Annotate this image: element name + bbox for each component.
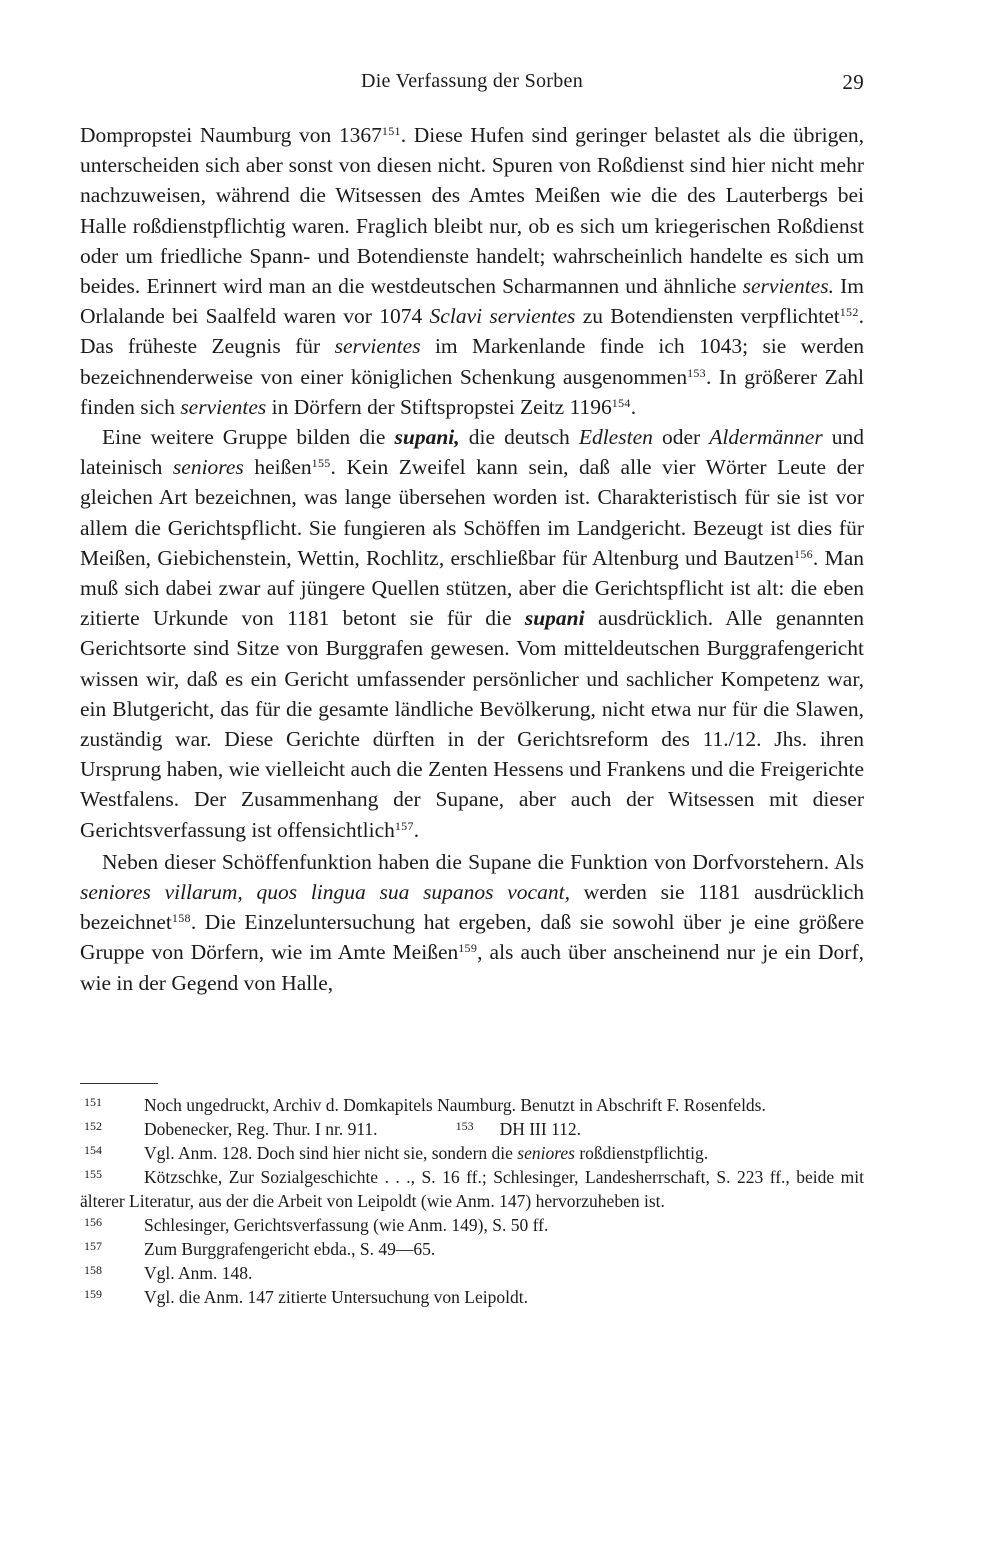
italic-term: Sclavi servientes: [429, 304, 576, 329]
footnote-157: 157 Zum Burggrafengericht ebda., S. 49—65.: [84, 1239, 436, 1259]
running-head: [80, 70, 864, 104]
italic-term: supani: [524, 606, 585, 631]
footnote-text: roßdienstpflichtig.: [574, 1143, 709, 1163]
footnote-153: 153 DH III 112.: [455, 1119, 582, 1139]
page-number: 29: [842, 70, 864, 94]
footnote-text: Kötzschke, Zur Sozialgeschichte . . ., S. 16 ff.; Schlesinger, Landesherrschaft, S. 223 ff., beide mit älterer Literatur, aus der die Arbeit von Leipoldt (wie Anm. 147) hervorzuheben ist.: [80, 1167, 864, 1211]
italic-term: servientes: [180, 394, 267, 419]
paragraph-1: [80, 120, 864, 422]
footnote-155: 155 Kötzschke, Zur Sozialgeschichte . . ., S. 16 ff.; Schlesinger, Landesherrschaft, S. 223 ff., beide mit älterer Literatur, aus der die Arbeit von Leipoldt (wie Anm. 147) hervorzuheben ist.: [80, 1167, 864, 1211]
text-run: zu Botendiensten verpflichtet: [575, 304, 840, 329]
footnotes: [80, 1093, 864, 1309]
text-run: . In größerer Zahl finden sich: [80, 364, 864, 419]
footnote-158: 158 Vgl. Anm. 148.: [84, 1263, 253, 1283]
footnote-text: DH III 112.: [499, 1119, 582, 1139]
footnote-text: Vgl. die Anm. 147 zitierte Untersuchung von Leipoldt.: [144, 1287, 528, 1307]
text-run: .: [630, 394, 637, 419]
footnote-ref-159: 159: [458, 941, 478, 956]
text-run: Im Orlalande bei Saalfeld waren vor 1074: [80, 274, 864, 329]
text-run: ausdrücklich. Alle genannten Gerichtsorte sind Sitze von Burggrafen gewesen. Vom mitteldeutschen Burggrafengericht wissen wir, daß es ein Gericht umfassender persönlicher und sachlicher Kompetenz war, ein Blutgericht, das für die gesamte ländliche Bevölkerung, nicht etwa nur für die Slawen, zuständig war. Diese Gerichte dürften in der Gerichtsreform des 11./12. Jhs. ihren Ursprung haben, wie vielleicht auch die Zenten Hessens und Frankens und die Freigerichte Westfalens. Der Zusammenhang der Supane, aber auch der Witsessen mit dieser Gerichtsverfassung ist offensichtlich: [80, 606, 864, 842]
text-run: und lateinisch: [80, 425, 865, 480]
text-run: die deutsch: [459, 425, 579, 450]
running-title: Die Verfassung der Sorben: [360, 70, 584, 92]
italic-term: servientes: [334, 334, 421, 359]
footnote-text: Vgl. Anm. 128. Doch sind hier nicht sie, sondern die: [144, 1143, 518, 1163]
italic-term: seniores: [517, 1143, 575, 1163]
text-run: . Diese Hufen sind geringer belastet als die übrigen, unterscheiden sich aber sonst von diesen nicht. Spuren von Roßdienst sind hier nicht mehr nachzuweisen, während die Witsessen des Amtes Meißen wie die des Lauterbergs bei Halle roßdienstpflichtig waren. Fraglich bleibt nur, ob es sich um kriegerischen Roßdienst oder um friedliche Spann- und Botendienste handelt; wahrscheinlich handelte es sich um beides. Erinnert wird man an die westdeutschen Scharmannen und ähnliche: [80, 123, 864, 299]
paragraph-3: [80, 847, 864, 998]
text-run: Neben dieser Schöffenfunktion haben die Supane die Funktion von Dorfvorstehern. Als: [102, 849, 864, 874]
text-run: , als auch über anscheinend nur je ein Dorf, wie in der Gegend von Halle,: [80, 940, 864, 995]
text-run: Dompropstei Naumburg von 1367: [80, 123, 382, 147]
text-run: . Kein Zweifel kann sein, daß alle vier Wörter Leute der gleichen Art bezeichnen, was lange übersehen worden ist. Charakteristisch für sie ist vor allem die Gerichtspflicht. Sie fungieren als Schöffen im Landgericht. Bezeugt ist dies für Meißen, Giebichenstein, Wettin, Rochlitz, erschließbar für Altenburg und Bautzen: [80, 455, 864, 570]
footnote-159: 159 Vgl. die Anm. 147 zitierte Untersuchung von Leipoldt.: [84, 1287, 528, 1307]
text-run: in Dörfern der Stiftspropstei Zeitz 1196: [266, 394, 612, 419]
footnote-text: Schlesinger, Gerichtsverfassung (wie Anm. 149), S. 50 ff.: [144, 1215, 549, 1235]
text-run: oder: [652, 425, 710, 450]
italic-term: servientes.: [742, 274, 834, 299]
body-text: [80, 120, 864, 998]
footnote-divider: [80, 1083, 158, 1084]
footnote-151: 151 Noch ungedruckt, Archiv d. Domkapitels Naumburg. Benutzt in Abschrift F. Rosenfelds.: [84, 1095, 766, 1115]
italic-term: Edlesten: [578, 425, 653, 450]
footnote-text: Zum Burggrafengericht ebda., S. 49—65.: [144, 1239, 436, 1259]
footnote-text: Vgl. Anm. 148.: [144, 1263, 253, 1283]
footnote-ref-154: 154: [611, 395, 631, 410]
footnote-ref-152: 152: [839, 305, 859, 320]
paragraph-2: [80, 422, 864, 845]
footnote-ref-153: 153: [687, 365, 706, 380]
footnote-ref-156: 156: [794, 546, 813, 561]
footnote-152-153: 152 Dobenecker, Reg. Thur. I nr. 911. 153 DH III 112.: [84, 1119, 582, 1139]
text-run: heißen: [243, 455, 312, 480]
footnote-text: Dobenecker, Reg. Thur. I nr. 911.: [144, 1119, 378, 1139]
text-run: werden sie 1181 ausdrücklich bezeichnet: [80, 880, 864, 935]
footnote-ref-157: 157: [394, 818, 414, 833]
italic-term: Aldermänner: [709, 425, 823, 450]
footnote-text: Noch ungedruckt, Archiv d. Domkapitels Naumburg. Benutzt in Abschrift F. Rosenfelds.: [144, 1095, 766, 1115]
italic-term: seniores: [172, 455, 244, 480]
italic-term: supani,: [394, 425, 460, 450]
text-run: .: [413, 817, 420, 842]
text-run: . Das früheste Zeugnis für: [80, 304, 864, 359]
footnote-ref-151: 151: [381, 124, 401, 138]
text-run: Eine weitere Gruppe bilden die: [102, 425, 395, 450]
footnote-ref-155: 155: [311, 456, 331, 471]
text-run: im Markenlande finde ich 1043; sie werden bezeichnenderweise von einer königlichen Schenkung ausgenommen: [80, 334, 864, 389]
footnote-154: 154 Vgl. Anm. 128. Doch sind hier nicht sie, sondern die seniores roßdienstpflichtig.: [84, 1143, 709, 1163]
italic-term: seniores villarum, quos lingua sua supanos vocant,: [80, 880, 570, 905]
footnote-156: 156 Schlesinger, Gerichtsverfassung (wie Anm. 149), S. 50 ff.: [84, 1215, 549, 1235]
footnote-ref-158: 158: [171, 911, 191, 926]
text-run: . Man muß sich dabei zwar auf jüngere Quellen stützen, aber die Gerichtspflicht ist alt: die eben zitierte Urkunde von 1181 betont sie für die: [80, 545, 864, 631]
text-run: . Die Einzeluntersuchung hat ergeben, daß sie sowohl über je eine größere Gruppe von Dörfern, wie im Amte Meißen: [80, 910, 864, 965]
